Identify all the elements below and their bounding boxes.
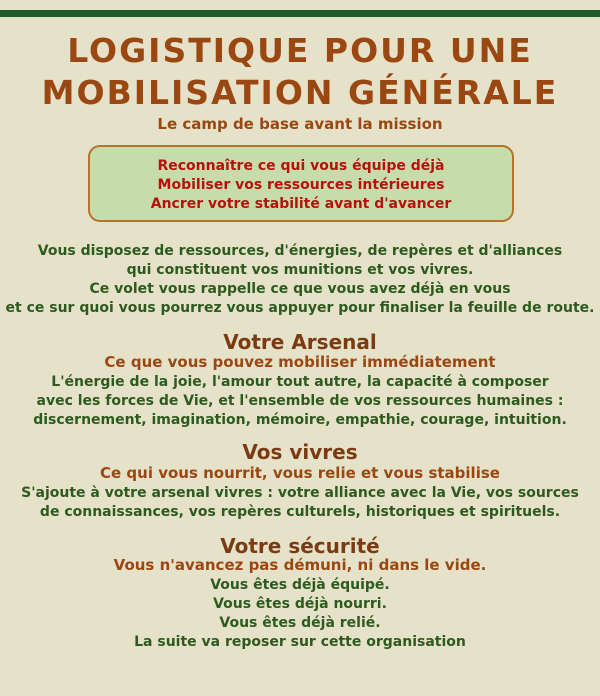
highlight-line: Reconnaître ce qui vous équipe déjà bbox=[157, 158, 445, 174]
intro-paragraph bbox=[0, 242, 600, 318]
intro-line: et ce sur quoi vous pourrez vous appuyer pour finaliser la feuille de route. bbox=[5, 300, 595, 316]
title-line-1: LOGISTIQUE POUR UNE bbox=[67, 31, 533, 70]
section-body-securite bbox=[0, 576, 600, 652]
intro-line: qui constituent vos munitions et vos vivres. bbox=[126, 262, 474, 278]
section-line: Vous êtes déjà nourri. bbox=[213, 596, 387, 612]
section-heading-arsenal: Votre Arsenal bbox=[223, 330, 377, 354]
section-line: avec les forces de Vie, et l'ensemble de vos ressources humaines : bbox=[36, 393, 564, 409]
section-subheading-vivres: Ce qui vous nourrit, vous relie et vous stabilise bbox=[100, 464, 500, 482]
highlight-line: Mobiliser vos ressources intérieures bbox=[157, 177, 445, 193]
section-line: Vous êtes déjà équipé. bbox=[210, 577, 390, 593]
section-subheading-arsenal: Ce que vous pouvez mobiliser immédiatement bbox=[104, 353, 496, 371]
section-heading-vivres: Vos vivres bbox=[242, 440, 358, 464]
section-line: La suite va reposer sur cette organisation bbox=[134, 634, 466, 650]
top-divider-bar bbox=[0, 10, 600, 17]
intro-line: Ce volet vous rappelle ce que vous avez déjà en vous bbox=[89, 281, 511, 297]
title-line-2: MOBILISATION GÉNÉRALE bbox=[41, 73, 559, 112]
highlight-line: Ancrer votre stabilité avant d'avancer bbox=[150, 196, 452, 212]
intro-line: Vous disposez de ressources, d'énergies, de repères et d'alliances bbox=[37, 243, 563, 259]
highlight-box bbox=[88, 145, 514, 222]
section-line: de connaissances, vos repères culturels, historiques et spirituels. bbox=[39, 504, 561, 520]
section-line: discernement, imagination, mémoire, empathie, courage, intuition. bbox=[33, 412, 567, 428]
section-subheading-securite: Vous n'avancez pas démuni, ni dans le vide. bbox=[113, 556, 487, 574]
page-subtitle: Le camp de base avant la mission bbox=[157, 115, 443, 133]
page-title bbox=[0, 30, 600, 114]
section-line: L'énergie de la joie, l'amour tout autre, la capacité à composer bbox=[51, 374, 549, 390]
section-body-arsenal bbox=[0, 373, 600, 430]
section-heading-securite: Votre sécurité bbox=[220, 534, 380, 558]
section-body-vivres bbox=[0, 484, 600, 522]
section-line: S'ajoute à votre arsenal vivres : votre alliance avec la Vie, vos sources bbox=[21, 485, 579, 501]
section-line: Vous êtes déjà relié. bbox=[219, 615, 381, 631]
